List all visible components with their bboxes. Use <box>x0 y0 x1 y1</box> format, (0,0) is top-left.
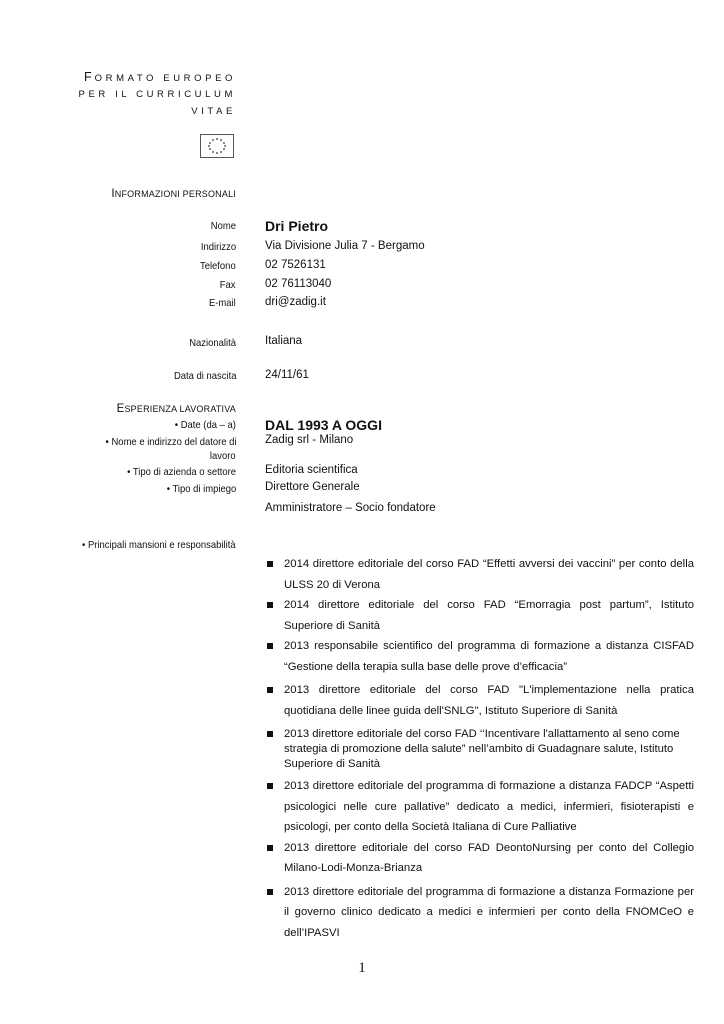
sector-value: Editoria scientifica <box>265 464 358 476</box>
square-bullet-icon <box>267 602 273 608</box>
employer-label-line-2: lavoro <box>210 450 236 462</box>
job-type-value: Direttore Generale <box>265 481 360 493</box>
page-number: 1 <box>358 960 366 976</box>
job-type-label: • Tipo di impiego <box>166 483 236 495</box>
duties-label: • Principali mansioni e responsabilità <box>82 539 236 551</box>
square-bullet-icon <box>267 731 273 737</box>
list-item: 2013 direttore editoriale del corso FAD ‘‘Incentivare l'allattamento al seno come strategia di promozione della salute” nell’ambito di Guadagnare salute, Istituto Superiore di Sanità <box>262 727 694 772</box>
square-bullet-icon <box>267 643 273 649</box>
work-dates-label: • Date (da – a) <box>174 419 236 431</box>
section-personal-info: INFORMAZIONI PERSONALI <box>111 188 236 200</box>
fax-value: 02 76113040 <box>265 278 332 290</box>
phone-value: 02 7526131 <box>265 259 326 271</box>
cv-header-line-1 <box>84 70 236 84</box>
employer-value: Zadig srl - Milano <box>265 434 354 446</box>
duties-list <box>262 554 694 943</box>
square-bullet-icon <box>267 561 273 567</box>
square-bullet-icon <box>267 783 273 789</box>
role-value: Amministratore – Socio fondatore <box>265 502 436 514</box>
section-work-experience: ESPERIENZA LAVORATIVA <box>116 403 236 415</box>
employer-label-line-1: • Nome e indirizzo del datore di <box>105 436 236 448</box>
birth-date-value: 24/11/61 <box>265 369 309 381</box>
cv-header-line-3: VITAE <box>191 106 236 117</box>
name-value: Dri Pietro <box>265 218 329 234</box>
cv-header-rest: ORMATO EUROPEO <box>94 73 236 84</box>
list-item: 2014 direttore editoriale del corso FAD “Emorragia post partum”, Istituto Superiore di Sanità <box>262 595 694 636</box>
cv-header-initial: F <box>83 70 95 84</box>
fax-label: Fax <box>220 279 236 291</box>
address-label: Indirizzo <box>200 241 236 253</box>
nationality-value: Italiana <box>265 335 303 347</box>
sector-label: • Tipo di azienda o settore <box>127 466 236 478</box>
list-item: 2013 direttore editoriale del corso FAD DeontoNursing per conto del Collegio Milano-Lodi-Monza-Brianza <box>262 838 694 879</box>
eu-flag-icon <box>200 134 234 158</box>
square-bullet-icon <box>267 889 273 895</box>
square-bullet-icon <box>267 845 273 851</box>
email-value: dri@zadig.it <box>265 296 326 308</box>
email-label: E-mail <box>209 297 236 309</box>
square-bullet-icon <box>267 687 273 693</box>
list-item: 2013 direttore editoriale del programma di formazione a distanza Formazione per il governo clinico dedicato a medici e infermieri per conto della FNOMCeO e dell’IPASVI <box>262 882 694 944</box>
list-item: 2014 direttore editoriale del corso FAD “Effetti avversi dei vaccini” per conto della ULSS 20 di Verona <box>262 554 694 595</box>
list-item: 2013 responsabile scientifico del programma di formazione a distanza CISFAD “Gestione della terapia sulla base delle prove d’efficacia” <box>262 636 694 677</box>
cv-header-line-2: PER IL CURRICULUM <box>78 89 236 100</box>
list-item: 2013 direttore editoriale del corso FAD "L'implementazione nella pratica quotidiana delle linee guida dell'SNLG", Istituto Superiore di Sanità <box>262 680 694 721</box>
name-label: Nome <box>210 220 236 232</box>
birth-date-label: Data di nascita <box>173 370 236 382</box>
nationality-label: Nazionalità <box>189 337 236 349</box>
list-item: 2013 direttore editoriale del programma di formazione a distanza FADCP “Aspetti psicologici nelle cure pallative” dedicato a medici, infermieri, fisioterapisti e psicologi, per conto della Società Italiana di Cure Palliative <box>262 776 694 838</box>
work-dates-value: DAL 1993 A OGGI <box>265 417 382 433</box>
address-value: Via Divisione Julia 7 - Bergamo <box>265 240 425 252</box>
phone-label: Telefono <box>200 260 236 272</box>
